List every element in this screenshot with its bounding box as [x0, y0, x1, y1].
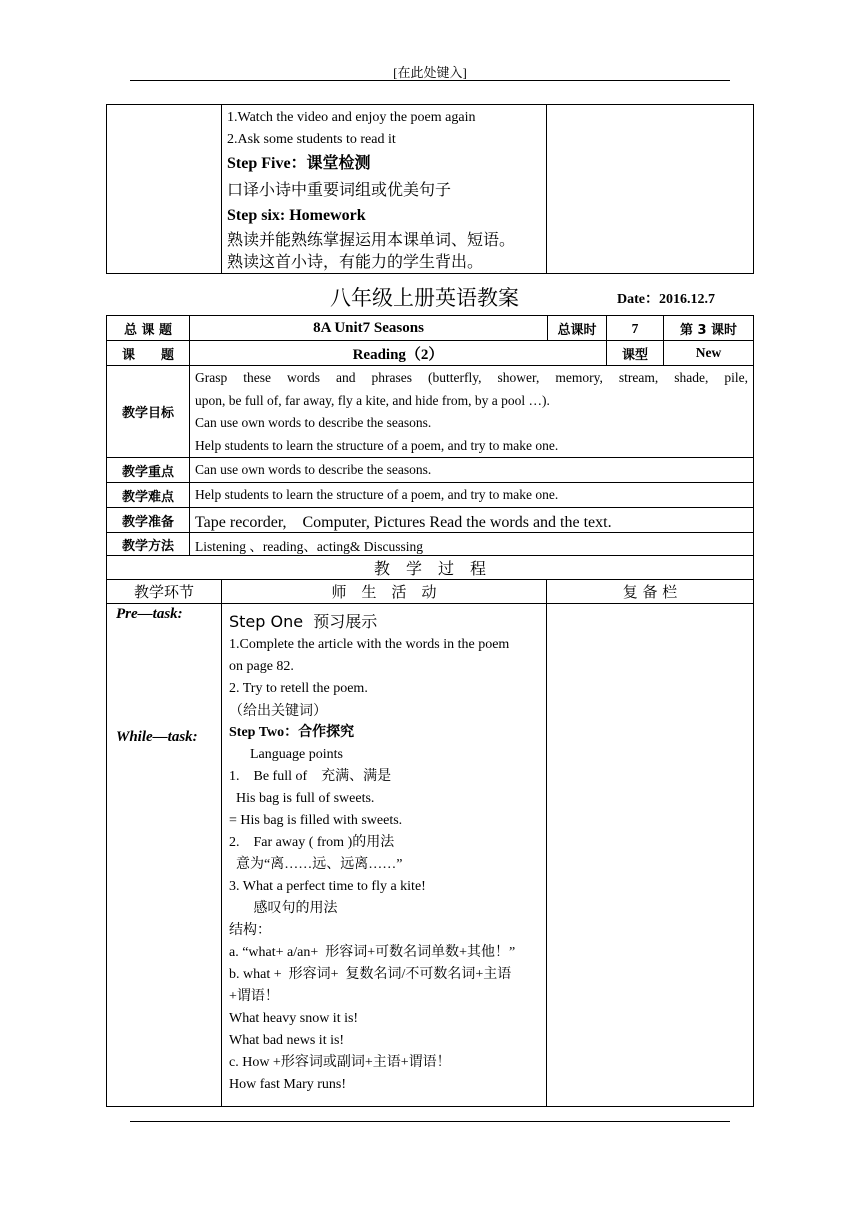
text-line: Step six: Homework — [227, 207, 366, 224]
text-line: +谓语！ — [229, 989, 279, 1004]
text-line: = His bag is filled with sweets. — [229, 813, 403, 828]
continuation-activity-cell — [222, 105, 547, 274]
page-header: [在此处键入] — [393, 65, 467, 80]
text-line: 2.Ask some students to read it — [227, 132, 396, 147]
text-line: a. “what+ a/an+ 形容词+可数名词单数+其他！” — [229, 945, 516, 960]
text-line: 1.Complete the article with the words in the poem — [229, 637, 510, 652]
difficulties-value: Help students to learn the structure of a poem, and try to make one. — [190, 483, 754, 508]
text-line: （给出关键词） — [229, 703, 327, 719]
text-line: 熟读并能熟练掌握运用本课单词、短语。 — [227, 230, 516, 249]
text-line: Step Two：合作探究 — [229, 725, 355, 740]
text-line: 2. Try to retell the poem. — [229, 681, 368, 696]
while-task-label: While—task: — [116, 729, 198, 745]
continuation-notes-cell — [547, 105, 754, 274]
lesson-detail-rows — [106, 365, 754, 557]
objectives-value — [190, 366, 754, 458]
objective-line: Can use own words to describe the seasons. — [195, 415, 432, 430]
text-line: b. what + 形容词+ 复数名词/不可数名词+主语 — [229, 967, 512, 982]
column-notes-header: 复 备 栏 — [547, 580, 754, 604]
footer-rule — [130, 1121, 730, 1122]
text-line: His bag is full of sweets. — [229, 791, 375, 806]
key-points-value: Can use own words to describe the seasons. — [190, 458, 754, 483]
pre-task-label: Pre—task: — [116, 606, 183, 622]
text-line: Language points — [229, 747, 343, 762]
document-date: Date：2016.12.7 — [617, 292, 715, 307]
objective-line: Grasp these words and phrases (butterfly, shower, memory, stream, shade, pile, — [195, 370, 748, 385]
total-topic-label: 总 课 题 — [107, 316, 190, 342]
text-line: Step Five：课堂检测 — [227, 155, 371, 172]
objective-line: upon, be full of, far away, fly a kite, and hide from, by a pool …). — [195, 392, 550, 408]
total-topic-value: 8A Unit7 Seasons — [190, 316, 548, 342]
text-line: 2. Far away ( from )的用法 — [229, 835, 395, 850]
process-title: 教 学 过 程 — [107, 556, 754, 580]
objective-line: Help students to learn the structure of a poem, and try to make one. — [195, 437, 559, 453]
type-label: 课型 — [607, 341, 664, 366]
text-line: 结构： — [229, 923, 271, 938]
topic-value: Reading（2） — [190, 341, 607, 366]
text-line: 口译小诗中重要词组或优美句子 — [227, 180, 452, 199]
text-line: on page 82. — [229, 659, 294, 674]
stage-cell — [107, 604, 222, 1107]
methods-label: 教学方法 — [107, 533, 190, 557]
key-points-label: 教学重点 — [107, 458, 190, 483]
lesson-info-grid — [106, 315, 754, 342]
topic-label: 课 题 — [107, 341, 190, 366]
document-title: 八年级上册英语教案 — [330, 286, 519, 310]
continuation-stage-cell — [107, 105, 222, 274]
notes-cell — [547, 604, 754, 1107]
text-line: c. How +形容词或副词+主语+谓语！ — [229, 1055, 451, 1070]
difficulties-label: 教学难点 — [107, 483, 190, 508]
preparation-value: Tape recorder, Computer, Pictures Read the words and the text. — [190, 508, 754, 533]
text-line: 熟读这首小诗，有能力的学生背出。 — [227, 252, 484, 271]
lesson-topic-row — [106, 340, 754, 366]
type-value: New — [664, 341, 754, 366]
total-hours-label: 总课时 — [548, 316, 607, 342]
lesson-number: 第 3 课时 — [664, 316, 754, 342]
column-stage-header: 教学环节 — [107, 580, 222, 604]
text-line: 意为“离……远、远离……” — [229, 857, 403, 872]
preparation-label: 教学准备 — [107, 508, 190, 533]
text-line: Step One 预习展示 — [229, 612, 378, 631]
text-line: What heavy snow it is! — [229, 1011, 359, 1026]
objectives-label: 教学目标 — [107, 366, 190, 458]
text-line: How fast Mary runs! — [229, 1077, 347, 1092]
text-line: 1.Watch the video and enjoy the poem again — [227, 110, 476, 125]
header-rule — [130, 80, 730, 81]
text-line: 感叹句的用法 — [229, 901, 338, 916]
teaching-process-table — [106, 555, 754, 1107]
total-hours-value: 7 — [607, 316, 664, 342]
text-line: 1. Be full of 充满、满是 — [229, 769, 392, 784]
continuation-table — [106, 104, 754, 274]
methods-value: Listening 、reading、acting& Discussing — [190, 533, 754, 557]
column-activity-header: 师 生 活 动 — [222, 580, 547, 604]
text-line: What bad news it is! — [229, 1033, 345, 1048]
activity-cell — [222, 604, 547, 1107]
text-line: 3. What a perfect time to fly a kite! — [229, 879, 426, 894]
